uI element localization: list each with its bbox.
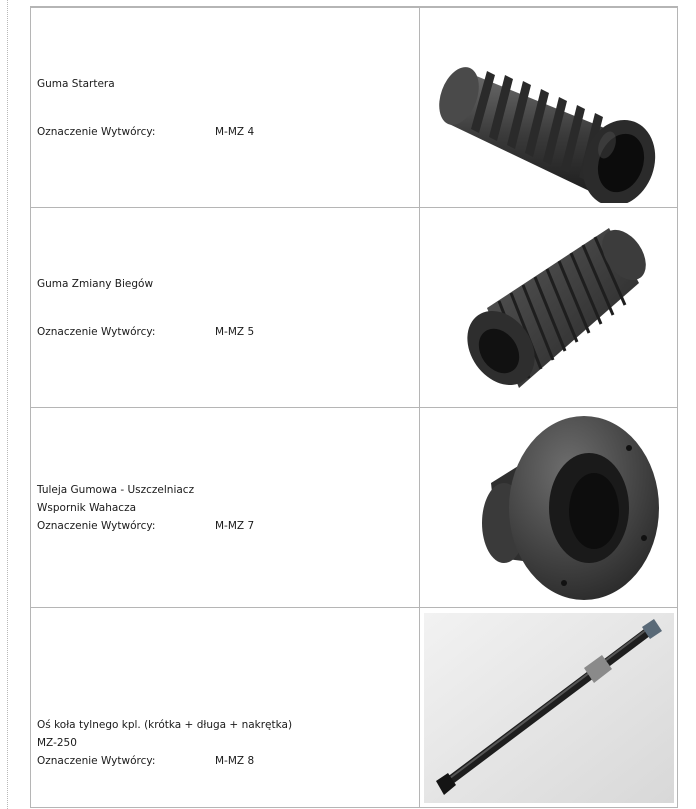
manufacturer-code-label: Oznaczenie Wytwórcy: xyxy=(37,125,156,138)
product-description-cell xyxy=(31,408,420,608)
product-name-continued: MZ-250 xyxy=(37,736,77,749)
product-name: Guma Zmiany Biegów xyxy=(37,277,154,290)
product-name: Guma Startera xyxy=(37,77,115,90)
product-description-cell xyxy=(31,208,420,408)
product-image-cell xyxy=(420,608,678,808)
starter-rubber-photo[interactable] xyxy=(420,13,677,203)
product-image-cell xyxy=(420,208,678,408)
table-row xyxy=(31,8,678,208)
product-image-cell xyxy=(420,408,678,608)
product-name: Oś koła tylnego kpl. (krótka + długa + nakrętka) xyxy=(37,718,293,731)
table-row xyxy=(31,208,678,408)
product-description-cell xyxy=(31,8,420,208)
gear-shift-rubber-photo[interactable] xyxy=(420,213,677,403)
product-description-cell xyxy=(31,608,420,808)
product-name: Tuleja Gumowa - Uszczelniacz xyxy=(37,483,195,496)
product-name-continued: Wspornik Wahacza xyxy=(37,501,137,514)
rubber-bushing-seal-photo[interactable] xyxy=(420,413,677,603)
manufacturer-code: M-MZ 5 xyxy=(215,325,255,338)
product-table xyxy=(30,6,678,808)
product-image-cell xyxy=(420,8,678,208)
manufacturer-code: M-MZ 4 xyxy=(215,125,255,138)
rear-wheel-axle-photo[interactable] xyxy=(420,613,677,803)
manufacturer-code-label: Oznaczenie Wytwórcy: xyxy=(37,325,156,338)
manufacturer-code-label: Oznaczenie Wytwórcy: xyxy=(37,519,156,532)
manufacturer-code-label: Oznaczenie Wytwórcy: xyxy=(37,754,156,767)
page-left-rule xyxy=(7,0,8,809)
table-row xyxy=(31,608,678,808)
manufacturer-code: M-MZ 7 xyxy=(215,519,255,532)
table-row xyxy=(31,408,678,608)
manufacturer-code: M-MZ 8 xyxy=(215,754,255,767)
